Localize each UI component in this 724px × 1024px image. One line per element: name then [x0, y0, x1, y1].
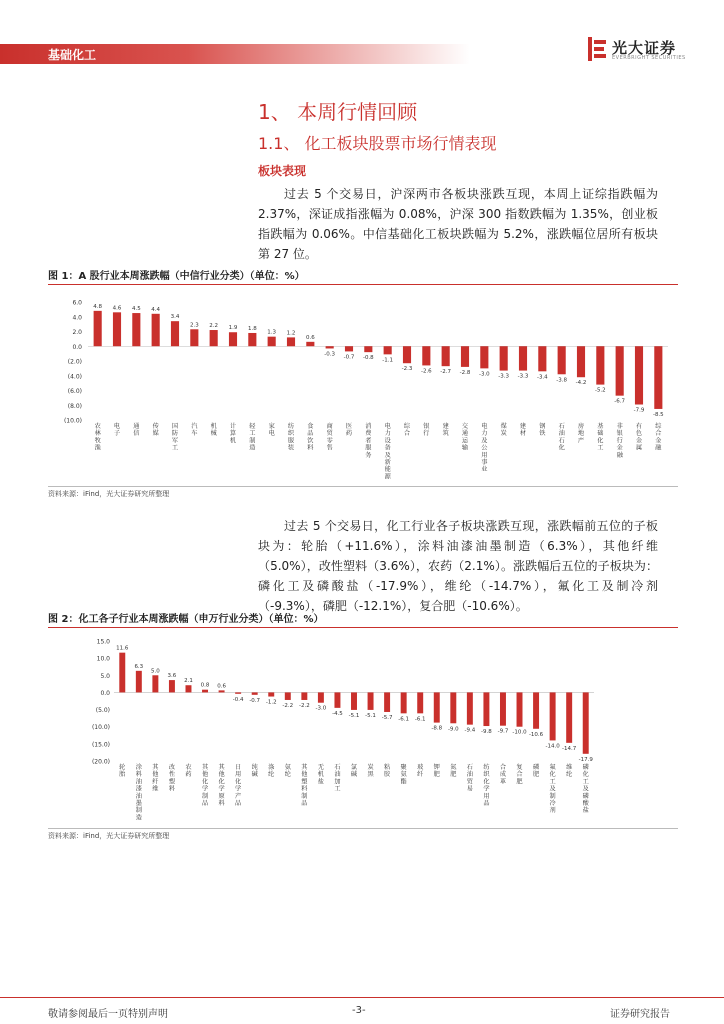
industry-bar — [229, 332, 237, 346]
figure-2-rule — [48, 627, 678, 628]
industry-y-tick: 4.0 — [72, 314, 82, 322]
industry-bar — [190, 329, 198, 346]
industry-data-label: 1.9 — [228, 325, 238, 332]
industry-y-tick: (2.0) — [67, 358, 82, 366]
footer-disclaimer: 敬请参阅最后一页特别声明 — [48, 1009, 168, 1020]
industry-data-label: -2.3 — [401, 366, 413, 373]
industry-category-label: 农林牧渔 — [94, 423, 101, 452]
header-section-tag — [0, 44, 470, 64]
industry-bar — [210, 330, 218, 346]
industry-data-label: 2.3 — [189, 322, 199, 329]
industry-category-label: 传媒 — [152, 423, 159, 438]
subsector-y-tick: 15.0 — [96, 638, 110, 646]
subsector-bar — [566, 692, 572, 742]
subsector-category-label: 合成革 — [499, 764, 507, 786]
subsector-bar — [136, 671, 142, 693]
subsector-y-tick: 0.0 — [100, 689, 110, 697]
subsector-data-label: -9.4 — [464, 727, 476, 734]
figure-2-source: 资料来源：iFind，光大证券研究所整理 — [48, 832, 170, 840]
industry-category-label: 纺织服装 — [287, 423, 295, 452]
industry-data-label: -2.7 — [440, 369, 452, 376]
industry-y-tick: 0.0 — [72, 343, 82, 351]
industry-data-label: -8.5 — [652, 411, 664, 418]
industry-data-label: -7.9 — [633, 407, 645, 414]
subsector-data-label: 5.0 — [151, 668, 160, 675]
subsector-category-label: 氟化工及制冷剂 — [549, 764, 556, 815]
industry-y-tick: (10.0) — [63, 417, 82, 425]
industry-category-label: 非银行金融 — [616, 423, 623, 459]
industry-bar — [94, 311, 102, 346]
industry-data-label: 0.6 — [305, 334, 315, 341]
industry-data-label: 2.2 — [209, 323, 219, 330]
subsector-data-label: -9.8 — [481, 729, 492, 736]
industry-category-label: 医药 — [345, 423, 353, 438]
subsector-data-label: -0.4 — [232, 696, 244, 703]
industry-category-label: 综合 — [403, 423, 411, 438]
industry-bar — [287, 337, 295, 346]
figure-1-source: 资料来源：iFind，光大证券研究所整理 — [48, 490, 170, 498]
industry-bar — [345, 346, 353, 351]
subsector-category-label: 玻纤 — [417, 764, 424, 779]
industry-category-label: 消费者服务 — [365, 423, 372, 459]
industry-data-label: -5.2 — [594, 387, 606, 394]
subsector-y-tick: (15.0) — [91, 741, 110, 749]
footer-report-type: 证券研究报告 — [610, 1009, 670, 1020]
subsector-data-label: 2.1 — [184, 678, 193, 685]
subsector-y-tick: (5.0) — [95, 707, 110, 715]
industry-bar — [461, 346, 469, 367]
subsector-bar — [202, 690, 208, 693]
footer-page-number: -3- — [352, 1005, 366, 1016]
subsector-bar — [583, 692, 589, 753]
footer-rule — [0, 997, 724, 998]
industry-data-label: 4.5 — [131, 306, 141, 313]
industry-category-label: 食品饮料 — [307, 423, 314, 452]
industry-data-label: 3.4 — [170, 314, 180, 321]
industry-category-label: 综合金融 — [655, 423, 662, 452]
subsector-bar — [351, 692, 357, 709]
subsector-category-label: 纯碱 — [251, 764, 258, 779]
industry-category-label: 家电 — [268, 423, 275, 438]
industry-category-label: 交通运输 — [461, 423, 469, 452]
industry-bar — [403, 346, 411, 363]
industry-category-label: 通信 — [133, 423, 140, 438]
industry-data-label: -3.8 — [556, 377, 568, 384]
subsector-category-label: 石油贸易 — [466, 764, 473, 793]
industry-data-label: -4.2 — [575, 380, 587, 387]
industry-data-label: -0.3 — [324, 351, 336, 358]
subsector-category-label: 石油加工 — [334, 764, 341, 793]
industry-y-tick: (4.0) — [67, 373, 82, 381]
subsector-category-label: 涤纶 — [268, 764, 275, 779]
figure-1-rule — [48, 284, 678, 285]
industry-data-label: 4.4 — [151, 306, 161, 313]
subsector-data-label: -5.1 — [348, 712, 360, 719]
section-heading: 1、 本周行情回顾 — [258, 100, 418, 124]
subsector-data-label: -5.1 — [365, 712, 376, 719]
summary-paragraph-1: 过去 5 个交易日，沪深两市各板块涨跌互现，本周上证综指跌幅为 2.37%，深证成指涨幅为 0.08%，沪深 300 指数跌幅为 1.35%，创业板指跌幅为 0.06%。中信基础化工板块跌幅为 5.2%，涨跌幅位居所有板块第 27 位。 — [258, 187, 658, 261]
subsector-data-label: 0.6 — [217, 683, 226, 690]
topic-heading: 板块表现 — [258, 164, 307, 178]
subsector-bar — [483, 692, 489, 726]
subsector-category-label: 磷肥 — [532, 764, 540, 779]
subsector-category-label: 其他化学原料 — [218, 764, 225, 807]
subsector-data-label: -14.7 — [562, 745, 577, 752]
subsector-bar — [334, 692, 340, 707]
industry-weekly-change-chart — [48, 288, 678, 484]
figure-1-source-rule — [48, 486, 678, 487]
subsector-category-label: 粘胶 — [384, 764, 391, 779]
industry-data-label: -3.3 — [498, 373, 510, 380]
subsector-y-tick: 10.0 — [96, 655, 110, 663]
industry-category-label: 煤炭 — [500, 423, 507, 438]
subsection-heading: 1.1、 化工板块股票市场行情表现 — [258, 134, 497, 153]
subsector-category-label: 炭黑 — [367, 764, 374, 779]
subsector-data-label: 0.8 — [200, 682, 210, 689]
subsector-category-label: 涂料油漆油墨制造 — [135, 764, 142, 821]
subsector-bar — [384, 692, 390, 712]
industry-data-label: -6.7 — [614, 398, 626, 405]
industry-data-label: -2.8 — [459, 369, 471, 376]
subsector-category-label: 轮胎 — [119, 764, 126, 779]
industry-bar — [152, 314, 160, 346]
industry-data-label: -2.6 — [420, 368, 432, 375]
logo-subtext: EVERBRIGHT SECURITIES — [612, 55, 686, 61]
subsector-data-label: -4.5 — [332, 710, 343, 717]
subsector-y-tick: (10.0) — [91, 724, 110, 732]
subsector-bar — [401, 692, 407, 713]
industry-bar — [500, 346, 508, 370]
subsector-y-tick: 5.0 — [100, 672, 110, 680]
industry-data-label: 1.2 — [286, 330, 296, 337]
subsector-data-label: -2.2 — [298, 702, 310, 709]
industry-bar — [558, 346, 566, 374]
industry-category-label: 机械 — [210, 423, 217, 438]
industry-category-label: 建材 — [519, 423, 527, 438]
subsector-bar — [268, 692, 274, 696]
subsector-category-label: 磷化工及磷酸盐 — [582, 764, 589, 815]
subsector-data-label: -5.7 — [381, 714, 393, 721]
subsector-data-label: -10.0 — [512, 729, 527, 736]
industry-data-label: 1.8 — [247, 325, 257, 332]
industry-bar — [422, 346, 430, 365]
subsector-bar — [434, 692, 440, 722]
subsector-category-label: 其他纤维 — [152, 764, 159, 793]
industry-bar — [268, 337, 276, 347]
industry-bar — [384, 346, 392, 354]
subsector-bar — [152, 675, 158, 692]
industry-data-label: -3.4 — [536, 374, 548, 381]
industry-data-label: -3.3 — [517, 373, 529, 380]
subsector-data-label: 3.6 — [167, 673, 177, 680]
industry-category-label: 有色金属 — [635, 423, 643, 452]
industry-data-label: 1.3 — [267, 329, 277, 336]
subsector-bar — [285, 692, 291, 700]
industry-category-label: 轻工制造 — [249, 423, 256, 452]
subsector-category-label: 其他塑料制品 — [301, 764, 308, 807]
subsector-data-label: -6.1 — [398, 716, 410, 723]
subsector-bar — [500, 692, 506, 725]
subsector-data-label: -9.0 — [447, 726, 459, 733]
subsector-data-label: 6.3 — [134, 663, 144, 670]
industry-bar — [480, 346, 488, 368]
subsector-data-label: -6.1 — [414, 716, 426, 723]
industry-bar — [596, 346, 604, 384]
industry-bar — [113, 312, 121, 346]
industry-bar — [442, 346, 450, 366]
logo-text: 光大证券 — [612, 39, 677, 57]
subsector-category-label: 改性塑料 — [168, 764, 176, 793]
industry-category-label: 银行 — [423, 423, 430, 438]
subsector-data-label: -3.0 — [315, 705, 327, 712]
header-section-label: 基础化工 — [48, 48, 97, 62]
subsector-bar — [517, 692, 523, 726]
industry-bar — [132, 313, 140, 346]
industry-y-tick: (8.0) — [67, 402, 82, 410]
subsector-category-label: 纺织化学用品 — [483, 764, 490, 807]
subsector-data-label: -17.9 — [578, 756, 593, 763]
subsector-category-label: 无机盐 — [317, 764, 324, 786]
subsector-bar — [119, 653, 125, 693]
industry-bar — [616, 346, 624, 395]
brand-logo — [586, 36, 696, 64]
subsector-data-label: -0.7 — [249, 697, 261, 704]
industry-category-label: 汽车 — [191, 423, 198, 438]
industry-bar — [577, 346, 585, 377]
subsector-bar — [550, 692, 556, 740]
industry-bar — [171, 321, 179, 346]
subsector-bar — [450, 692, 456, 723]
subsector-category-label: 聚氨酯 — [400, 764, 407, 786]
subsector-data-label: -9.7 — [497, 728, 509, 735]
figure-2-source-rule — [48, 828, 678, 829]
subsector-category-label: 其他化学制品 — [201, 764, 209, 807]
industry-data-label: -0.8 — [362, 355, 374, 362]
subsector-data-label: -8.8 — [431, 725, 443, 732]
subsector-bar — [533, 692, 539, 728]
subsector-category-label: 氮肥 — [450, 764, 457, 779]
industry-bar — [519, 346, 527, 370]
industry-data-label: -3.0 — [478, 371, 490, 378]
subsector-y-tick: (20.0) — [91, 758, 110, 766]
subsector-bar — [186, 685, 192, 692]
subsector-bar — [301, 692, 307, 700]
summary-paragraph-2: 过去 5 个交易日，化工行业各子板块涨跌互现，涨跌幅前五位的子板块为：轮胎（+11.6%），涂料油漆油墨制造（6.3%），其他纤维（5.0%），改性塑料（3.6%），农药（2.1%）。涨跌幅后五位的子板块为：磷化工及磷酸盐（-17.9%），维纶（-14.7%），氟化工及制冷剂（-9.3%），磷肥（-12.1%），复合肥（-10.6%）。 — [258, 519, 658, 613]
subsector-category-label: 氨纶 — [284, 764, 291, 779]
subsector-data-label: -2.2 — [282, 702, 294, 709]
industry-category-label: 石油石化 — [558, 423, 565, 452]
subsector-category-label: 钾肥 — [433, 764, 440, 779]
industry-category-label: 基础化工 — [597, 423, 604, 452]
industry-category-label: 电力及公用事业 — [481, 423, 488, 474]
industry-bar — [248, 333, 256, 346]
industry-bar — [364, 346, 372, 352]
industry-category-label: 建筑 — [442, 423, 449, 438]
subsector-bar — [368, 692, 374, 709]
industry-data-label: -0.7 — [343, 354, 355, 361]
subsector-bar — [417, 692, 423, 713]
industry-bar — [538, 346, 546, 371]
industry-category-label: 国防军工 — [171, 423, 179, 452]
subsector-category-label: 维纶 — [566, 764, 573, 779]
industry-bar — [306, 342, 314, 346]
subsector-category-label: 复合肥 — [516, 764, 523, 786]
subsector-data-label: -10.6 — [528, 731, 544, 738]
industry-data-label: 4.8 — [93, 303, 103, 310]
industry-category-label: 钢铁 — [539, 423, 546, 438]
subsector-bar — [169, 680, 175, 692]
industry-data-label: -1.1 — [382, 357, 394, 364]
industry-y-tick: 6.0 — [72, 299, 82, 307]
subsector-bar — [235, 692, 241, 693]
subsector-category-label: 日用化学产品 — [235, 764, 242, 807]
industry-category-label: 房地产 — [577, 423, 585, 445]
chemical-subsector-weekly-change-chart — [48, 631, 678, 821]
industry-category-label: 电子 — [113, 423, 121, 438]
industry-category-label: 商贸零售 — [326, 423, 333, 452]
subsector-bar — [318, 692, 324, 702]
industry-bar — [326, 346, 334, 348]
figure-1-title: 图 1：A 股行业本周涨跌幅（中信行业分类）（单位：%） — [48, 271, 305, 282]
subsector-category-label: 农药 — [185, 764, 192, 779]
subsector-category-label: 氯碱 — [350, 764, 358, 779]
logo-icon — [586, 36, 608, 62]
subsector-bar — [467, 692, 473, 724]
subsector-bar — [252, 692, 258, 694]
subsector-data-label: -14.0 — [545, 743, 560, 750]
industry-bar — [654, 346, 662, 409]
industry-y-tick: 2.0 — [72, 329, 82, 336]
industry-y-tick: (6.0) — [67, 388, 82, 395]
subsector-data-label: 11.6 — [116, 645, 129, 652]
industry-category-label: 电力设备及新能源 — [384, 423, 391, 481]
subsector-data-label: -1.2 — [265, 699, 277, 706]
industry-category-label: 计算机 — [229, 423, 237, 445]
industry-data-label: 4.6 — [112, 305, 122, 312]
industry-bar — [635, 346, 643, 404]
figure-2-title: 图 2：化工各子行业本周涨跌幅（申万行业分类）（单位：%） — [48, 614, 324, 625]
subsector-bar — [219, 690, 225, 692]
